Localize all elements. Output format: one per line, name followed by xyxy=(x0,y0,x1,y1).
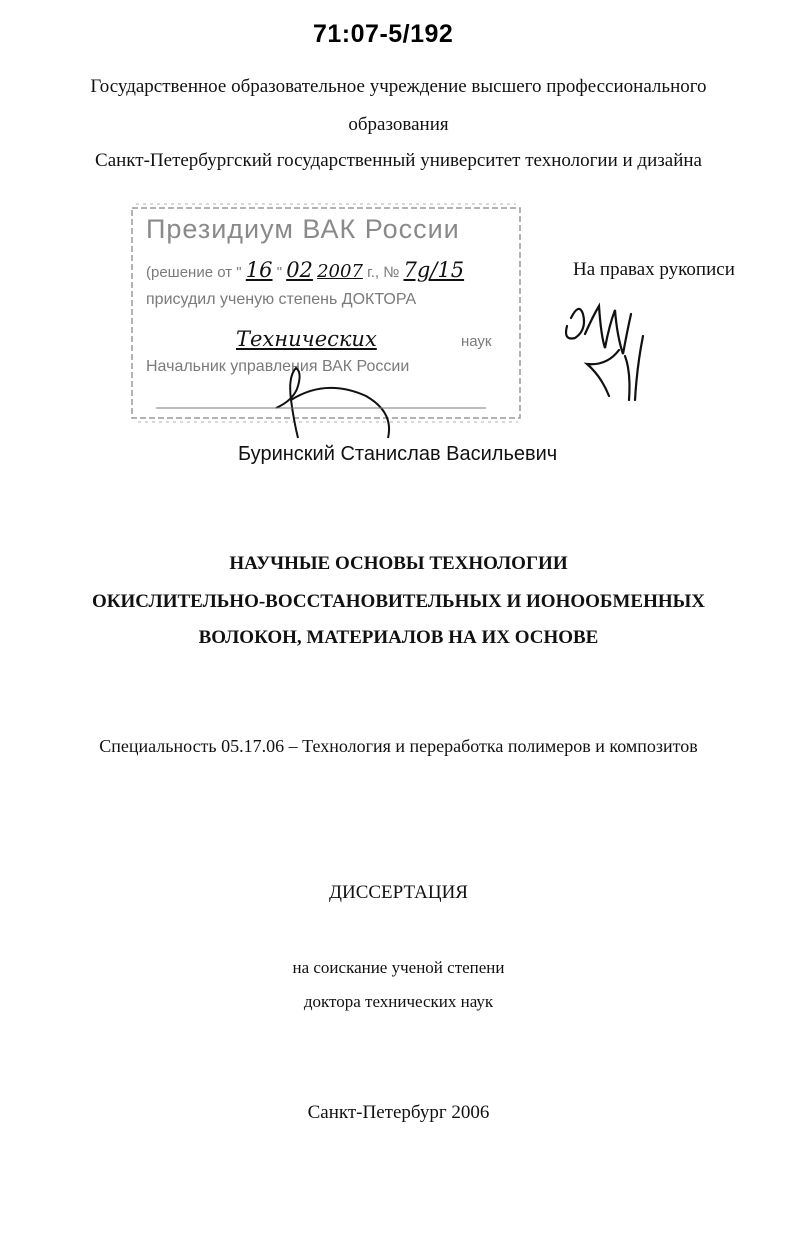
archive-code: 71:07-5/192 xyxy=(313,20,454,48)
stamp-line-5: Начальник управления ВАК России xyxy=(146,358,410,375)
institution-line-2: образования xyxy=(348,114,449,135)
university-name: Санкт-Петербургский государственный университет технологии и дизайна xyxy=(95,150,702,171)
stamp-number-handwritten: 7g/15 xyxy=(403,258,465,282)
document-type: ДИССЕРТАЦИЯ xyxy=(329,882,468,903)
stamp-day-handwritten: 16 xyxy=(245,258,273,282)
title-line-1: НАУЧНЫЕ ОСНОВЫ ТЕХНОЛОГИИ xyxy=(229,553,568,574)
institution-line-1: Государственное образовательное учреждение высшего профессионального xyxy=(90,76,707,97)
author-signature-icon xyxy=(557,296,667,406)
author-name: Буринский Станислав Васильевич xyxy=(238,443,558,465)
specialty: Специальность 05.17.06 – Технология и переработка полимеров и композитов xyxy=(99,736,698,756)
stamp-quote: " xyxy=(276,264,283,281)
manuscript-rights-note: На правах рукописи xyxy=(573,259,735,280)
vak-stamp xyxy=(126,200,526,426)
stamp-year-handwritten: 2007 xyxy=(317,261,363,282)
stamp-line-1: Президиум ВАК России xyxy=(146,214,460,244)
stamp-month-handwritten: 02 xyxy=(286,258,313,282)
title-line-3: ВОЛОКОН, МАТЕРИАЛОВ НА ИХ ОСНОВЕ xyxy=(198,627,599,648)
stamp-field-handwritten: Технических xyxy=(236,327,377,351)
degree-line-1: на соискание ученой степени xyxy=(292,958,505,977)
degree-line-2: доктора технических наук xyxy=(303,992,494,1011)
place-and-year: Санкт-Петербург 2006 xyxy=(307,1102,490,1123)
stamp-signature-icon xyxy=(126,200,526,440)
stamp-decision-prefix: (решение от " xyxy=(146,264,242,281)
stamp-line-3: присудил ученую степень ДОКТОРА xyxy=(146,291,417,308)
title-line-2: ОКИСЛИТЕЛЬНО-ВОССТАНОВИТЕЛЬНЫХ И ИОНООБМЕННЫХ xyxy=(91,591,706,612)
stamp-field-suffix: наук xyxy=(460,333,492,350)
stamp-number-prefix: г., № xyxy=(367,264,400,281)
